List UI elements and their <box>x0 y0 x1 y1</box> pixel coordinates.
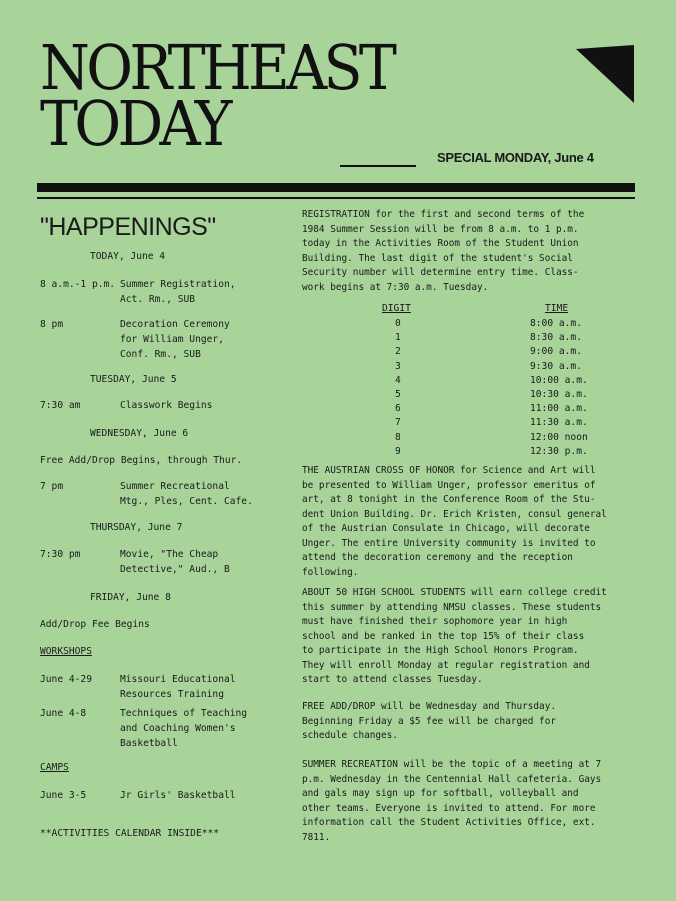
add-drop-paragraph: FREE ADD/DROP will be Wednesday and Thursday. Beginning Friday a $5 fee will be charged for schedule changes. <box>302 701 556 741</box>
calendar-footer-note: **ACTIVITIES CALENDAR INSIDE*** <box>40 828 220 839</box>
schedule-digit: 8 <box>395 431 401 443</box>
event-time: June 3-5 <box>40 790 87 801</box>
event-time: June 4-29 <box>40 674 92 685</box>
summer-recreation-paragraph: SUMMER RECREATION will be the topic of a meeting at 7 p.m. Wednesday in the Centennial Hall cafeteria. Gays and gals may sign up for softball, volleyball and other teams. Everyone is invited to attend. For more information call the Student Activities Office, ext. 7811. <box>302 759 602 843</box>
schedule-digit: 7 <box>395 417 401 429</box>
schedule-digit: 1 <box>395 332 401 344</box>
schedule-time: 10:30 a.m. <box>530 389 588 400</box>
event-time: 7:30 am <box>40 400 81 411</box>
schedule-digit: 2 <box>395 346 401 358</box>
schedule-digit: 5 <box>395 389 401 400</box>
registration-paragraph: REGISTRATION for the first and second terms of the 1984 Summer Session will be from 8 a.m. to 1 p.m. today in the Activities Room of the Student Union Building. The last digit of the student's Social Security number will determine entry time. Class- work begins at 7:30 a.m. Tuesday. <box>302 209 585 293</box>
section-heading-workshops: WORKSHOPS <box>40 646 92 657</box>
schedule-time: 10:00 a.m. <box>530 374 588 386</box>
day-heading-friday: FRIDAY, June 8 <box>90 592 171 603</box>
schedule-time: 11:00 a.m. <box>530 403 588 415</box>
schedule-digit: 6 <box>395 403 401 415</box>
event-time: 8 a.m.-1 p.m. <box>40 279 116 290</box>
day-heading-tuesday: TUESDAY, June 5 <box>90 374 177 385</box>
schedule-time: 9:00 a.m. <box>530 346 582 358</box>
schedule-time: 8:30 a.m. <box>530 332 582 344</box>
event-description: Summer Registration, Act. Rm., SUB <box>120 279 236 305</box>
time-column-header: TIME <box>545 303 569 314</box>
event-description: Classwork Begins <box>120 400 213 411</box>
event-description: Missouri Educational Resources Training <box>120 674 236 700</box>
masthead-line-2: TODAY <box>40 87 229 160</box>
event-description: Jr Girls' Basketball <box>120 790 236 801</box>
austrian-cross-paragraph: THE AUSTRIAN CROSS OF HONOR for Science and Art will be presented to William Unger, professor emeritus of art, at 8 tonight in the Conference Room of the Stu- dent Union Building. Dr. Erich Kristen, consul general of the Austrian Consulate in Chicago, will decorate Unger. The entire University community is invited to attend the decoration ceremony and the reception following. <box>302 465 607 578</box>
event-description: Summer Recreational Mtg., Ples, Cent. Cafe. <box>120 481 253 507</box>
divider-short <box>340 165 416 167</box>
corner-triangle-icon <box>576 45 634 103</box>
event-time: 8 pm <box>40 319 64 330</box>
event-description: Free Add/Drop Begins, through Thur. <box>40 455 243 466</box>
event-time: 7 pm <box>40 481 64 492</box>
section-heading-camps: CAMPS <box>40 762 69 773</box>
schedule-time: 12:30 p.m. <box>530 445 588 457</box>
day-heading-today: TODAY, June 4 <box>90 251 166 262</box>
masthead <box>40 31 424 160</box>
event-time: June 4-8 <box>40 708 87 719</box>
schedule-digit: 9 <box>395 445 401 457</box>
event-description: Movie, "The Cheap Detective," Aud., B <box>120 549 230 575</box>
happenings-title: "HAPPENINGS" <box>40 213 216 241</box>
schedule-time: 9:30 a.m. <box>530 360 582 372</box>
schedule-time: 11:30 a.m. <box>530 417 588 429</box>
edition-label: SPECIAL MONDAY, June 4 <box>437 150 594 165</box>
masthead-line-1: NORTHEAST <box>40 31 394 104</box>
schedule-digit: 0 <box>395 318 401 329</box>
digit-column-header: DIGIT <box>382 303 411 314</box>
day-heading-thursday: THURSDAY, June 7 <box>90 522 183 533</box>
schedule-digit: 3 <box>395 360 401 372</box>
event-time: 7:30 pm <box>40 549 81 560</box>
divider-thick <box>37 183 635 192</box>
high-school-paragraph: ABOUT 50 HIGH SCHOOL STUDENTS will earn college credit this summer by attending NMSU classes. These students must have finished their sophomore year in high school and be ranked in the top 15% of their class to participate in the High School Honors Program. They will enroll Monday at regular registration and start to attend classes Tuesday. <box>302 587 607 685</box>
schedule-time: 8:00 a.m. <box>530 318 582 329</box>
divider-thin <box>37 197 635 199</box>
schedule-time: 12:00 noon <box>530 431 588 443</box>
event-description: Techniques of Teaching and Coaching Women's Basketball <box>120 708 248 749</box>
event-description: Decoration Ceremony for William Unger, Conf. Rm., SUB <box>120 319 230 360</box>
event-description: Add/Drop Fee Begins <box>40 619 150 630</box>
schedule-digit: 4 <box>395 374 401 386</box>
day-heading-wednesday: WEDNESDAY, June 6 <box>90 428 189 439</box>
